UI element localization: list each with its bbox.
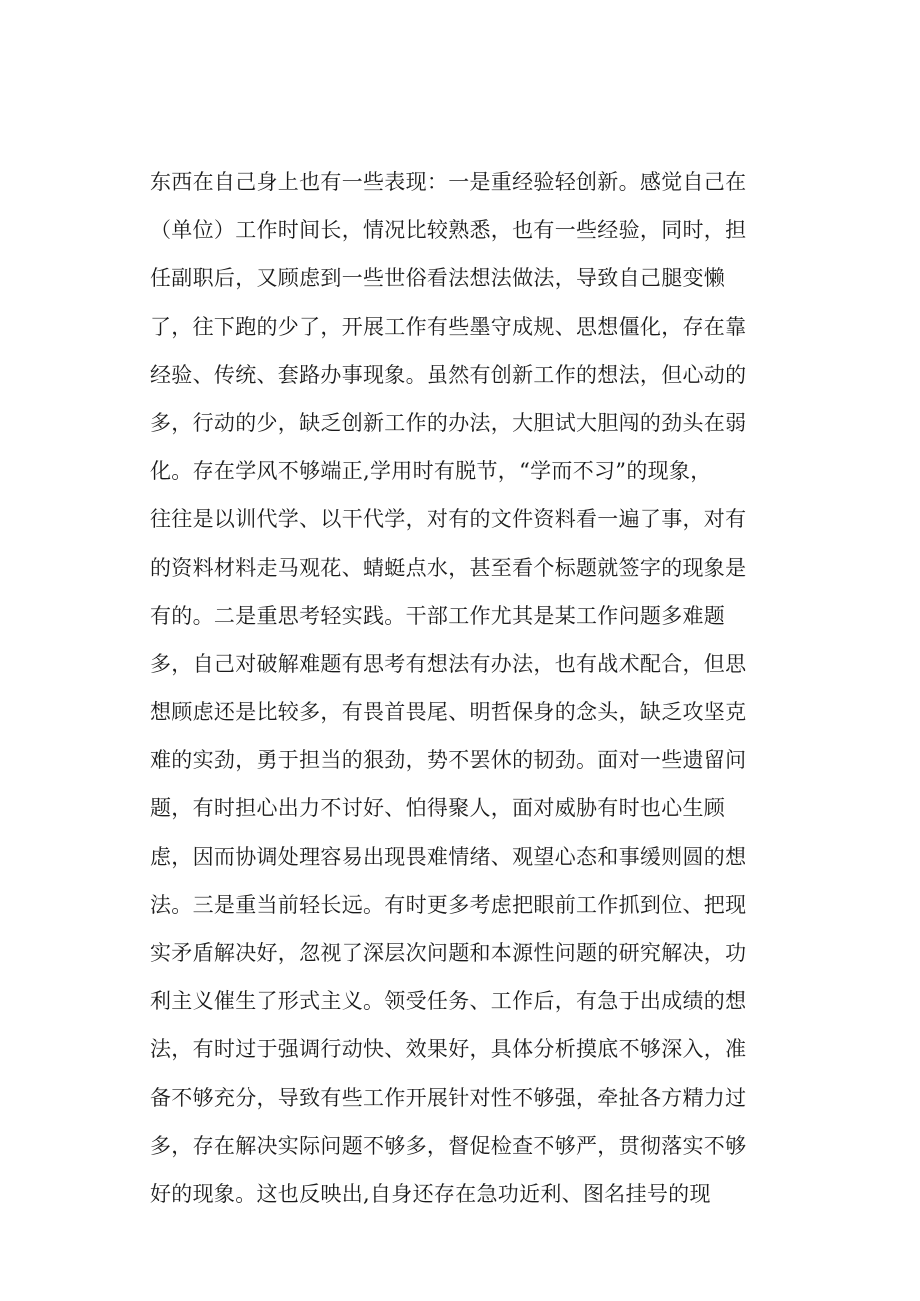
text-line: 法，有时过于强调行动快、效果好，具体分析摸底不够深入，准 [150, 1037, 747, 1062]
text-line: 题，有时担心出力不讨好、怕得聚人，面对威胁有时也心生顾 [150, 796, 726, 821]
text-line: 多，存在解决实际问题不够多，督促检查不够严，贯彻落实不够 [150, 1133, 747, 1158]
text-line: 虑，因而协调处理容易出现畏难情绪、观望心态和事缓则圆的想 [150, 844, 747, 869]
body-paragraph [150, 158, 810, 1218]
text-line: 东西在自己身上也有一些表现：一是重经验轻创新。感觉自己在 [150, 170, 747, 194]
text-line: 想顾虑还是比较多，有畏首畏尾、明哲保身的念头，缺乏攻坚克 [150, 700, 747, 725]
text-line: 的资料材料走马观花、蜻蜓点水，甚至看个标题就签字的现象是 [150, 555, 747, 580]
text-line: 有的。二是重思考轻实践。干部工作尤其是某工作问题多难题 [150, 603, 726, 628]
text-line: 多，自己对破解难题有思考有想法有办法，也有战术配合，但思 [150, 651, 747, 676]
text-line: 实矛盾解决好，忽视了深层次问题和本源性问题的研究解决，功 [150, 941, 747, 965]
text-line: 好的现象。这也反映出,自身还存在急功近利、图名挂号的现 [150, 1181, 711, 1206]
text-line: 法。三是重当前轻长远。有时更多考虑把眼前工作抓到位、把现 [150, 892, 747, 917]
text-line: 往往是以训代学、以干代学，对有的文件资料看一遍了事，对有 [150, 507, 747, 532]
text-line: 备不够充分，导致有些工作开展针对性不够强，牵扯各方精力过 [150, 1085, 747, 1110]
text-line: 任副职后，又顾虑到一些世俗看法想法做法，导致自己腿变懒 [150, 266, 726, 291]
text-line: 经验、传统、套路办事现象。虽然有创新工作的想法，但心动的 [150, 362, 747, 387]
text-line: （单位）工作时间长，情况比较熟悉，也有一些经验，同时，担 [150, 218, 747, 243]
text-line: 利主义催生了形式主义。领受任务、工作后，有急于出成绩的想 [150, 989, 747, 1014]
text-line: 多，行动的少，缺乏创新工作的办法，大胆试大胆闯的劲头在弱 [150, 410, 747, 435]
text-line: 难的实劲，勇于担当的狠劲，势不罢休的韧劲。面对一些遗留问 [150, 748, 747, 773]
text-line: 了，往下跑的少了，开展工作有些墨守成规、思想僵化，存在靠 [150, 314, 747, 339]
text-line: 化。存在学风不够端正,学用时有脱节，“学而不习”的现象， [150, 459, 712, 484]
